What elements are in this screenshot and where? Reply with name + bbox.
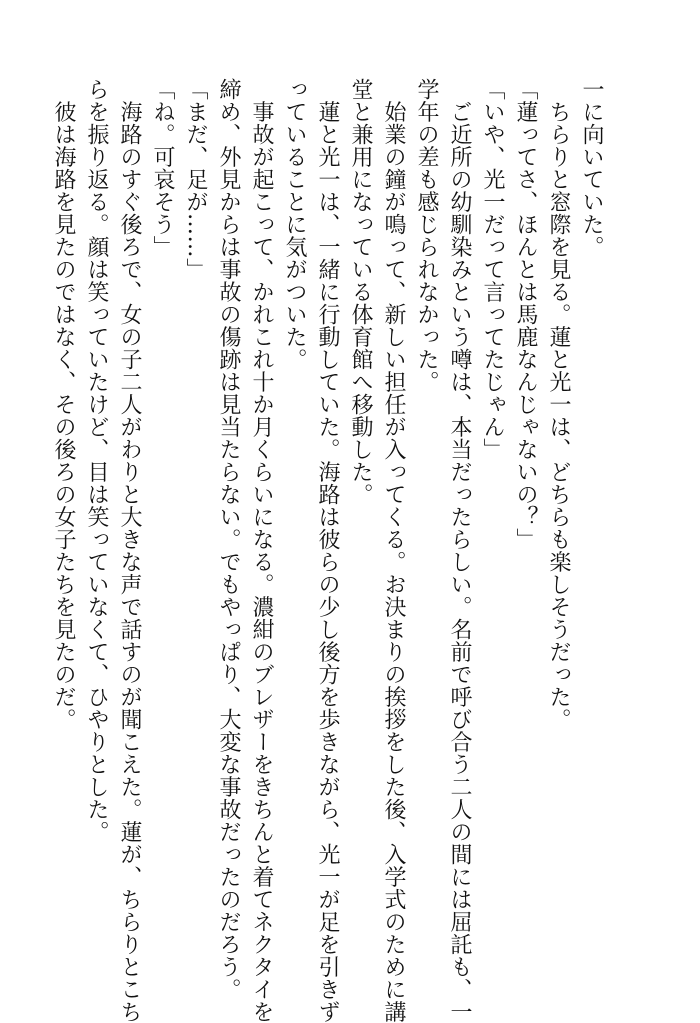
text-line: 「いや、光一だって言ってたじゃん」 <box>480 78 505 461</box>
text-line: ご近所の幼馴染みという噂は、本当だったらしい。名前で呼び合う二人の間には屈託も、一 <box>447 78 472 1023</box>
text-line: 学年の差も感じられなかった。 <box>414 78 439 393</box>
text-line: 「ね。可哀そう」 <box>150 78 175 258</box>
text-line: 始業の鐘が鳴って、新しい担任が入ってくる。お決まりの挨拶をした後、入学式のために講 <box>381 78 406 1023</box>
text-line: 海路のすぐ後ろで、女の子二人がわりと大きな声で話すのが聞こえた。蓮が、ちらりとこち <box>117 78 142 1023</box>
text-line: 堂と兼用になっている体育館へ移動した。 <box>348 78 373 506</box>
text-line: らを振り返る。顔は笑っていたけど、目は笑っていなくて、ひやりとした。 <box>84 78 109 843</box>
text-line: 「蓮ってさ、ほんとは馬鹿なんじゃないの？」 <box>513 78 538 551</box>
text-line: 「まだ、足が……」 <box>183 78 208 281</box>
text-line: 彼は海路を見たのではなく、その後ろの女子たちを見たのだ。 <box>51 78 76 731</box>
body-text <box>47 78 608 1023</box>
text-line: 締め、外見からは事故の傷跡は見当たらない。でもやっぱり、大変な事故だったのだろう。 <box>216 78 241 1001</box>
text-line: 事故が起こって、かれこれ十か月くらいになる。濃紺のブレザーをきちんと着てネクタイを <box>249 78 274 1023</box>
text-line: ちらりと窓際を見る。蓮と光一は、どちらも楽しそうだった。 <box>546 78 571 731</box>
text-line: 一に向いていた。 <box>579 78 604 258</box>
text-line: 蓮と光一は、一緒に行動していた。海路は彼らの少し後方を歩きながら、光一が足を引きず <box>315 78 340 1023</box>
text-line: っていることに気がついた。 <box>282 78 307 371</box>
